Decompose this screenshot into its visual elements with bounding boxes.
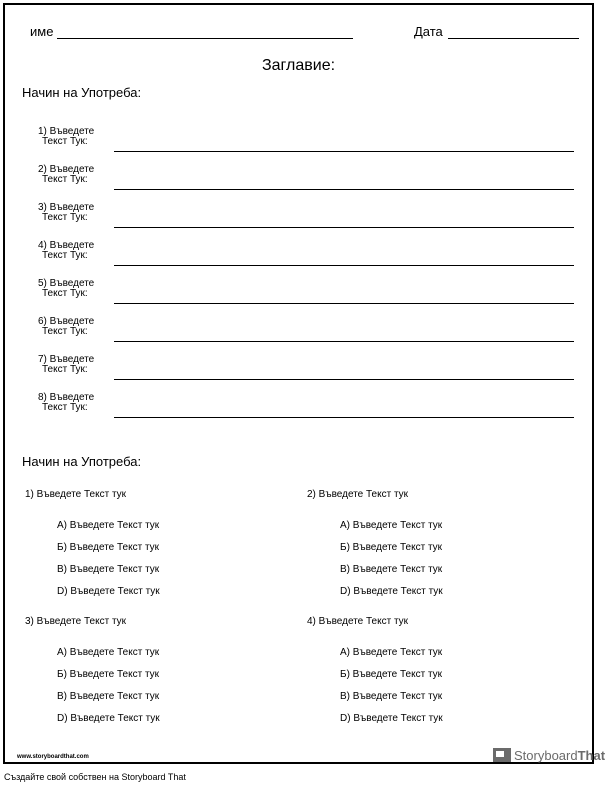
question-label-line1: 6) Въведете [38,316,95,327]
answer-line[interactable] [114,265,574,266]
page-title: Заглавие: [261,57,336,74]
logo-text-a: Storyboard [514,747,578,763]
mc-option[interactable]: В) Въведете Текст тук [57,564,160,575]
mc-option[interactable]: A) Въведете Текст тук [57,520,160,531]
mc-option[interactable]: D) Въведете Текст тук [57,713,160,724]
question-label-line2: Текст Тук: [42,364,88,375]
question-label-line1: 2) Въведете [38,164,95,175]
mc-option[interactable]: Б) Въведете Текст тук [340,669,443,680]
mc-option[interactable]: A) Въведете Текст тук [340,647,443,658]
mc-question-label: 1) Въведете Текст тук [25,489,127,500]
question-label-line1: 4) Въведете [38,240,95,251]
question-label-line1: 5) Въведете [38,278,95,289]
answer-line[interactable] [114,379,574,380]
question-label [38,393,94,413]
mc-option[interactable]: D) Въведете Текст тук [340,713,443,724]
worksheet [3,3,605,764]
section1-heading: Начин на Употреба: [22,85,142,100]
storyboard-icon [493,748,511,762]
mc-option[interactable]: A) Въведете Текст тук [340,520,443,531]
mc-option[interactable]: В) Въведете Текст тук [57,691,160,702]
section2-heading: Начин на Употреба: [22,454,142,469]
answer-line[interactable] [114,341,574,342]
mc-option[interactable]: Б) Въведете Текст тук [57,669,160,680]
answer-line[interactable] [114,303,574,304]
mc-question-label: 4) Въведете Текст тук [307,616,409,627]
question-label-line1: 3) Въведете [38,202,95,213]
answer-line[interactable] [114,417,574,418]
mc-option[interactable]: В) Въведете Текст тук [340,691,443,702]
question-label [38,279,94,299]
answer-line[interactable] [114,151,574,152]
mc-option[interactable]: D) Въведете Текст тук [340,586,443,597]
logo-text-b: That [577,747,605,763]
question-label [38,127,94,147]
question-label [38,165,94,185]
question-label-line2: Текст Тук: [42,402,88,413]
question-label-line2: Текст Тук: [42,250,88,261]
mc-option[interactable]: Б) Въведете Текст тук [340,542,443,553]
question-label-line2: Текст Тук: [42,174,88,185]
question-label-line1: 8) Въведете [38,392,95,403]
name-label: име [30,24,54,39]
mc-option[interactable]: D) Въведете Текст тук [57,586,160,597]
footer-url: www.storyboardthat.com [17,754,89,760]
storyboard-logo [493,744,605,766]
mc-question-label: 3) Въведете Текст тук [25,616,127,627]
date-label: Дата [414,24,443,39]
answer-line[interactable] [114,227,574,228]
mc-option[interactable]: A) Въведете Текст тук [57,647,160,658]
question-label [38,203,94,223]
question-label [38,355,94,375]
question-label-line2: Текст Тук: [42,326,88,337]
mc-question-label: 2) Въведете Текст тук [307,489,409,500]
question-label [38,317,94,337]
question-label-line2: Текст Тук: [42,212,88,223]
mc-option[interactable]: Б) Въведете Текст тук [57,542,160,553]
answer-line[interactable] [114,189,574,190]
question-label-line2: Текст Тук: [42,136,88,147]
name-line [57,38,353,39]
question-label-line2: Текст Тук: [42,288,88,299]
date-line [448,38,579,39]
question-label-line1: 7) Въведете [38,354,95,365]
caption: Създайте свой собствен на Storyboard That [4,772,186,782]
logo-text [514,748,605,763]
question-label [38,241,94,261]
question-label-line1: 1) Въведете [38,126,95,137]
mc-option[interactable]: В) Въведете Текст тук [340,564,443,575]
